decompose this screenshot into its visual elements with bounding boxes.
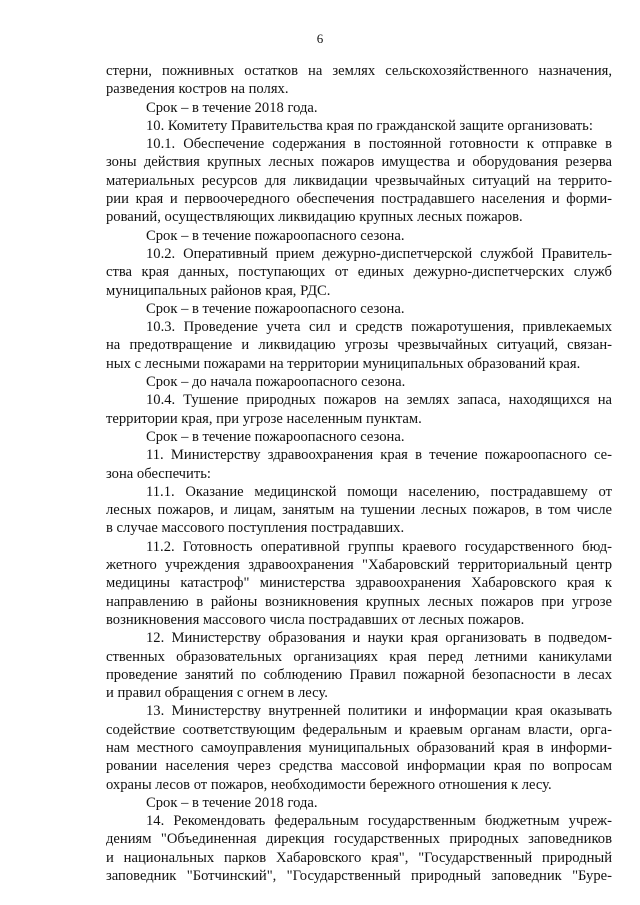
text-line: медицины катастроф" министерства здравоохранения Хабаровского края к — [106, 575, 612, 592]
text-line: дениям "Объединенная дирекция государственных природных заповедников — [106, 831, 612, 848]
text-line: материальных ресурсов для ликвидации чрезвычайных ситуаций на террито- — [106, 172, 612, 189]
text-line: охраны лесов от пожаров, необходимости бережного отношения к лесу. — [106, 776, 552, 793]
text-line: ровании населения через средства массовой информации края по вопросам — [106, 758, 612, 775]
text-line: разведения костров на полях. — [106, 81, 289, 98]
text-line: рований, осуществляющих ликвидацию крупных лесных пожаров. — [106, 209, 523, 226]
text-line: нам местного самоуправления муниципальных образований края в информи- — [106, 739, 612, 756]
text-line: ства края данных, поступающих от единых дежурно-диспетчерских служб — [106, 264, 612, 281]
text-line: зоны действия крупных лесных пожаров имущества и оборудования резерва — [106, 154, 612, 171]
text-line: 10.3. Проведение учета сил и средств пожаротушения, привлекаемых — [146, 319, 612, 336]
text-line: Срок – в течение 2018 года. — [146, 794, 318, 811]
text-line: содействие соответствующим федеральным и краевым органам власти, орга- — [106, 721, 612, 738]
text-line: муниципальных районов края, РДС. — [106, 282, 331, 299]
text-line: лесных пожаров, и лицам, занятым на тушении лесных пожаров, в том числе — [106, 502, 612, 519]
page-number: 6 — [316, 31, 324, 46]
text-line: 10.1. Обеспечение содержания в постоянной готовности к отправке в — [146, 136, 612, 153]
text-line: зона обеспечить: — [106, 465, 211, 482]
text-line: Срок – в течение пожароопасного сезона. — [146, 227, 405, 244]
text-line: стерни, пожнивных остатков на землях сельскохозяйственного назначения, — [106, 63, 612, 79]
text-line: 11. Министерству здравоохранения края в течение пожароопасного се- — [146, 447, 612, 464]
text-line: Срок – до начала пожароопасного сезона. — [146, 374, 406, 391]
text-line: Срок – в течение пожароопасного сезона. — [146, 428, 405, 445]
text-line: 10. Комитету Правительства края по гражданской защите организовать: — [146, 117, 593, 134]
text-line: 12. Министерству образования и науки края организовать в подведом- — [146, 630, 612, 647]
text-line: рии края и первоочередного обеспечения пострадавшего населения и форми- — [106, 191, 612, 208]
text-line: направлению в районы возникновения крупных лесных пожаров при угрозе — [106, 593, 612, 610]
text-line: ных с лесными пожарами на территории муниципальных образований края. — [106, 355, 581, 372]
text-line: территории края, при угрозе населенным пунктам. — [106, 410, 422, 427]
text-line: Срок – в течение 2018 года. — [146, 99, 318, 116]
text-line: 10.2. Оперативный прием дежурно-диспетчерской службой Правитель- — [146, 245, 612, 262]
document-body — [106, 62, 612, 885]
text-line: Срок – в течение пожароопасного сезона. — [146, 300, 405, 317]
text-line: жетного учреждения здравоохранения "Хабаровский территориальный центр — [106, 557, 612, 574]
text-line: заповедник "Ботчинский", "Государственный природный заповедник "Буре- — [106, 868, 612, 885]
text-line: 13. Министерству внутренней политики и информации края оказывать — [146, 703, 612, 720]
text-line: и правил обращения с огнем в лесу. — [106, 685, 328, 702]
text-line: на предотвращение и ликвидацию угрозы чрезвычайных ситуаций, связан- — [106, 337, 612, 354]
text-line: 10.4. Тушение природных пожаров на землях запаса, находящихся на — [146, 392, 612, 409]
text-line: 14. Рекомендовать федеральным государственным бюджетным учреж- — [146, 813, 612, 830]
text-line: 11.1. Оказание медицинской помощи населению, пострадавшему от — [146, 483, 612, 500]
text-line: и национальных парков Хабаровского края", "Государственный природный — [106, 849, 612, 866]
text-line: в случае массового поступления пострадавших. — [106, 520, 405, 537]
text-line: ственных образовательных организациях края перед летними каникулами — [106, 648, 612, 665]
text-line: 11.2. Готовность оперативной группы краевого государственного бюд- — [146, 538, 612, 555]
text-line: проведение занятий по соблюдению Правил пожарной безопасности в лесах — [106, 666, 612, 683]
text-line: возникновения массового числа пострадавших от лесных пожаров. — [106, 611, 525, 628]
